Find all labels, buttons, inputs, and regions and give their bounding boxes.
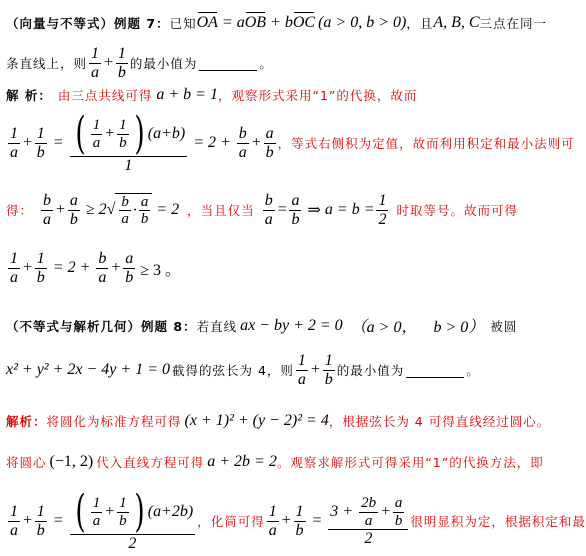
ex8-line-eq: ax − by + 2 = 0 bbox=[240, 316, 343, 334]
ex8-condition: （a > 0， bbox=[350, 319, 418, 336]
solution-center: (−1, 2) bbox=[49, 453, 94, 470]
solution-result: ≥ 3 。 bbox=[140, 261, 181, 279]
ex8-circle-eq: x² + y² + 2x − 4y + 1 = 0 bbox=[6, 361, 170, 379]
solution-text: ，化简可得 bbox=[197, 514, 265, 530]
ex8-text: 的最小值为 bbox=[336, 363, 405, 379]
ex8-line-2: x² + y² + 2x − 4y + 1 = 0 截得的弦长为 4，则 $\frac{1}{a}$ + $\frac{1}{b}$ 的最小值为 。 bbox=[6, 352, 480, 388]
ex7-solution-2 bbox=[6, 108, 575, 175]
ex8-solution-2 bbox=[6, 453, 544, 471]
solution-expr: $\frac{1}{a}$ + $\frac{1}{b}$ = 2 + $\frac{b}{a}$ + $\frac{a}{b}$ bbox=[10, 250, 134, 286]
ex7-condition: (a > 0, b > 0) bbox=[318, 14, 407, 31]
ex7-expr: $\frac{1}{a}$ + $\frac{1}{b}$ bbox=[91, 45, 126, 81]
ex7-vector-eq: OA = aOB + bOC bbox=[196, 14, 316, 31]
solution-label: 解 析： bbox=[6, 88, 52, 103]
solution-text: ，当且仅当 bbox=[187, 203, 255, 219]
ex7-line-2: 条直线上，则 $\frac{1}{a}$ + $\frac{1}{b}$ 的最小值为 。 bbox=[6, 45, 273, 81]
solution-expr: $\frac{1}{a}$ + $\frac{1}{b}$ = 3 + $\frac{2b}{a}$ + $\frac{a}{b}$ 2 bbox=[265, 495, 411, 548]
solution-text: 由三点共线可得 bbox=[57, 88, 153, 103]
ex8-expr: $\frac{1}{a}$ + $\frac{1}{b}$ bbox=[297, 352, 333, 388]
solution-expr: $\frac{1}{a}$ + $\frac{1}{b}$ = ( $\frac{1}{a}$ + $\frac{1}{b}$ ) (a+b) 1 = 2 + $\frac{b}{a}$ + $\frac{a}{b}$ bbox=[10, 108, 274, 174]
solution-label: 解析： bbox=[6, 414, 47, 429]
solution-text: ，观察形式采用“1”的代换，故而 bbox=[217, 88, 418, 103]
ex7-points: A, B, C bbox=[433, 14, 480, 31]
ex7-solution-1 bbox=[6, 86, 417, 104]
ex8-text: 若直线 bbox=[196, 318, 238, 334]
ex7-tag: （向量与不等式）例题 7： bbox=[6, 16, 170, 31]
ex7-text: ，且 bbox=[406, 16, 434, 31]
solution-eq: a + 2b = 2 bbox=[207, 453, 277, 470]
solution-text: 很明显积为定，根据积定和最 bbox=[410, 514, 586, 530]
ex8-condition: b > 0） bbox=[433, 319, 485, 336]
solution-text: ，等式右侧积为定值，故而利用积定和最小法则可 bbox=[277, 136, 575, 152]
ex8-text: 被圆 bbox=[490, 318, 518, 334]
ex7-text: 条直线上，则 bbox=[6, 56, 88, 72]
solution-eq: a + b = 1 bbox=[156, 86, 218, 103]
ex7-solution-3 bbox=[6, 192, 518, 228]
solution-expr: $\frac{b}{a}$ + $\frac{a}{b}$ ≥ 2 √ $\frac{b}{a}$ · $\frac{a}{b}$ = 2 bbox=[43, 192, 180, 228]
ex7-line-1 bbox=[6, 14, 547, 32]
solution-text: 时取等号。故而可得 bbox=[396, 203, 518, 219]
ex7-text: 的最小值为 bbox=[129, 56, 198, 72]
answer-blank bbox=[199, 56, 257, 71]
ex8-tag: （不等式与解析几何）例题 8： bbox=[6, 318, 197, 334]
solution-text: 将圆化为标准方程可得 bbox=[46, 414, 182, 429]
ex8-text: 截得的弦长为 4，则 bbox=[171, 363, 294, 379]
solution-text: 将圆心 bbox=[6, 455, 47, 470]
solution-text: 得： bbox=[6, 203, 34, 219]
solution-text: 代入直线方程可得 bbox=[96, 455, 205, 470]
ex8-solution-3 bbox=[6, 486, 586, 553]
ex7-text: 三点在同一 bbox=[479, 16, 548, 31]
ex8-solution-1 bbox=[6, 412, 550, 430]
answer-blank bbox=[406, 363, 464, 378]
solution-expr: $\frac{1}{a}$ + $\frac{1}{b}$ = ( $\frac{1}{a}$ + $\frac{1}{b}$ ) (a+2b) 2 bbox=[10, 486, 194, 552]
solution-eq: (x + 1)² + (y − 2)² = 4 bbox=[184, 412, 329, 429]
ex8-line-1 bbox=[6, 314, 517, 337]
solution-text: ，根据弦长为 4 可得直线经过圆心。 bbox=[328, 414, 551, 429]
ex7-text: 已知 bbox=[169, 16, 197, 31]
solution-expr: $\frac{b}{a}$ = $\frac{a}{b}$ ⇒ a = b = $\frac{1}{2}$ bbox=[264, 192, 387, 228]
solution-text: 。观察求解形式可得采用“1”的代换方法，即 bbox=[276, 455, 544, 470]
ex7-solution-4 bbox=[6, 250, 181, 286]
